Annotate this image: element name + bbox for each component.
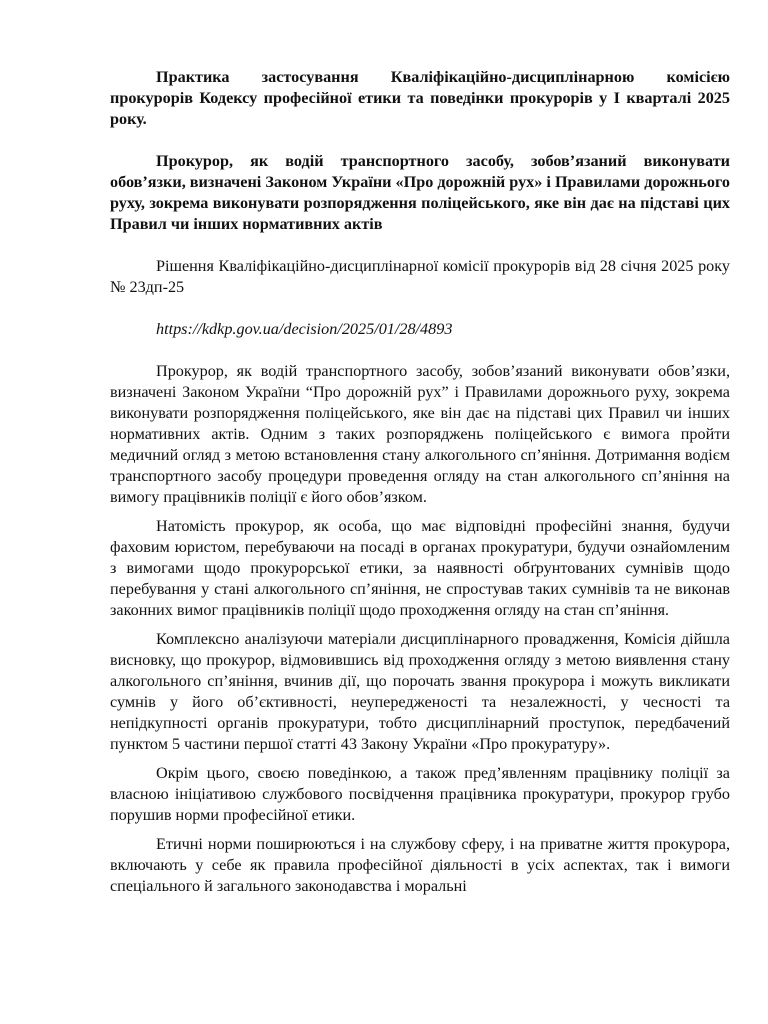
section-heading: Прокурор, як водій транспортного засобу, зобов’язаний виконувати обов’язки, визначені Законом України «Про дорожній рух» і Правилами дорожнього руху, зокрема виконувати розпорядження поліцейського, яке він дає на підставі цих Правил чи інших нормативних актів [110, 152, 731, 233]
document-page [110, 67, 730, 905]
decision-reference: Рішення Кваліфікаційно-дисциплінарної комісії прокурорів від 28 січня 2025 року № 23дп-25 [110, 257, 730, 296]
document-title: Практика застосування Кваліфікаційно-дисциплінарною комісією прокурорів Кодексу професійної етики та поведінки прокурорів у І кварталі 2025 року. [110, 68, 730, 128]
body-paragraph-4: Окрім цього, своєю поведінкою, а також пред’явленням працівнику поліції за власною ініціативою службового посвідчення працівника прокуратури, прокурор грубо порушив норми професійної етики. [110, 764, 730, 824]
body-paragraph-5: Етичні норми поширюються і на службову сферу, і на приватне життя прокурора, включають у себе як правила професійної діяльності в усіх аспектах, так і вимоги спеціального й загального законодавства і моральні [110, 835, 730, 895]
body-paragraph-3: Комплексно аналізуючи матеріали дисциплінарного провадження, Комісія дійшла висновку, що прокурор, відмовившись від проходження огляду з метою виявлення стану алкогольного сп’яніння, вчинив дії, що порочать звання прокурора і можуть викликати сумнів у його об’єктивності, неупередженості та незалежності, у чесності та непідкупності органів прокуратури, тобто дисциплінарний проступок, передбачений пунктом 5 частини першої статті 43 Закону України «Про прокуратуру». [110, 630, 730, 753]
body-paragraph-2: Натомість прокурор, як особа, що має відповідні професійні знання, будучи фаховим юристом, перебуваючи на посаді в органах прокуратури, будучи ознайомленим з вимогами щодо прокурорської етики, за наявності обґрунтованих сумнівів щодо перебування у стані алкогольного сп’яніння, не спростував таких сумнівів та не виконав законних вимог працівників поліції щодо проходження огляду на стан сп’яніння. [110, 517, 730, 619]
body-paragraph-1: Прокурор, як водій транспортного засобу, зобов’язаний виконувати обов’язки, визначені Законом України “Про дорожній рух” і Правилами дорожнього руху, зокрема виконувати розпорядження поліцейського, яке він дає на підставі цих Правил чи інших нормативних актів. Одним з таких розпоряджень поліцейського є вимога пройти медичний огляд з метою встановлення стану алкогольного сп’яніння. Дотримання водієм транспортного засобу процедури проведення огляду на стан алкогольного сп’яніння на вимогу працівників поліції є його обов’язком. [110, 362, 730, 506]
decision-url: https://kdkp.gov.ua/decision/2025/01/28/4893 [156, 320, 453, 338]
